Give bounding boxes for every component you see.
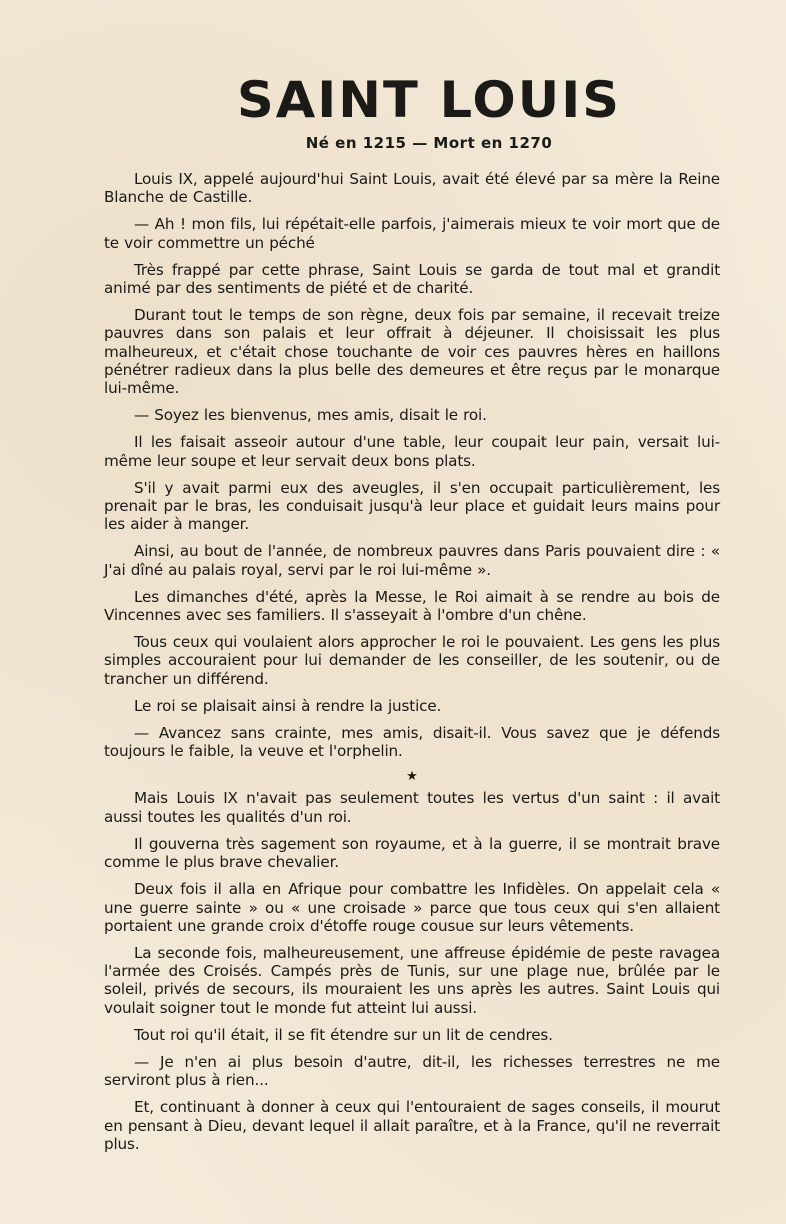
- paragraph: Durant tout le temps de son règne, deux fois par semaine, il recevait treize pauvres dans son palais et leur offrait à déjeuner. Il choisissait les plus malheureux, et c'était chose touchante de voir ces pauvres hères en haillons pénétrer radieux dans la plus belle des demeures et être reçus par le monarque lui-même.: [104, 306, 720, 398]
- paragraph: Ainsi, au bout de l'année, de nombreux pauvres dans Paris pouvaient dire : « J'ai dîné au palais royal, servi par le roi lui-même ».: [104, 542, 720, 579]
- paragraph: La seconde fois, malheureusement, une affreuse épidémie de peste ravagea l'armée des Croisés. Campés près de Tunis, sur une plage nue, brûlée par le soleil, privés de secours, ils mouraient les uns après les autres. Saint Louis qui voulait soigner tout le monde fut atteint lui aussi.: [104, 943, 720, 1017]
- paragraph: — Avancez sans crainte, mes amis, disait-il. Vous savez que je défends toujours le faible, la veuve et l'orphelin.: [104, 724, 720, 761]
- paragraph: Il gouverna très sagement son royaume, et à la guerre, il se montrait brave comme le plus brave chevalier.: [104, 834, 720, 872]
- paragraph: Le roi se plaisait ainsi à rendre la justice.: [134, 696, 442, 715]
- section-1: [104, 170, 720, 760]
- page-subtitle: Né en 1215 — Mort en 1270: [305, 134, 553, 152]
- paragraph: S'il y avait parmi eux des aveugles, il s'en occupait particulièrement, les prenait par le bras, les conduisait jusqu'à leur place et guidait leurs mains pour les aider à manger.: [104, 478, 720, 534]
- document-body: [104, 170, 720, 1153]
- section-2: [104, 789, 720, 1152]
- paragraph: Il les faisait asseoir autour d'une table, leur coupait leur pain, versait lui-même leur soupe et leur servait deux bons plats.: [104, 433, 720, 470]
- paragraph: Louis IX, appelé aujourd'hui Saint Louis, avait été élevé par sa mère la Reine Blanche de Castille.: [104, 170, 720, 207]
- paragraph: — Soyez les bienvenus, mes amis, disait le roi.: [134, 406, 487, 425]
- paragraph: Très frappé par cette phrase, Saint Louis se garda de tout mal et grandit animé par des sentiments de piété et de charité.: [104, 260, 720, 298]
- star-separator-icon: ★: [406, 769, 418, 785]
- paragraph: Deux fois il alla en Afrique pour combattre les Infidèles. On appelait cela « une guerre sainte » ou « une croisade » parce que tous ceux qui s'en allaient portaient une grande croix d'étoffe rouge cousue sur leurs vêtements.: [104, 880, 720, 935]
- paragraph: Les dimanches d'été, après la Messe, le Roi aimait à se rendre au bois de Vincennes avec ses familiers. Il s'asseyait à l'ombre d'un chêne.: [104, 587, 720, 625]
- paragraph: Tous ceux qui voulaient alors approcher le roi le pouvaient. Les gens les plus simples accouraient pour lui demander de les conseiller, de les soutenir, ou de trancher un différend.: [104, 633, 720, 688]
- document-page: [104, 68, 720, 1162]
- paragraph: Mais Louis IX n'avait pas seulement toutes les vertus d'un saint : il avait aussi toutes les qualités d'un roi.: [104, 789, 720, 826]
- page-title: SAINT LOUIS: [237, 71, 621, 129]
- paragraph: — Je n'en ai plus besoin d'autre, dit-il, les richesses terrestres ne me serviront plus à rien...: [104, 1052, 720, 1090]
- paragraph: Tout roi qu'il était, il se fit étendre sur un lit de cendres.: [134, 1025, 553, 1044]
- paragraph: Et, continuant à donner à ceux qui l'entouraient de sages conseils, il mourut en pensant à Dieu, devant lequel il allait paraître, et à la France, qu'il ne reverrait plus.: [104, 1098, 720, 1153]
- paragraph: — Ah ! mon fils, lui répétait-elle parfois, j'aimerais mieux te voir mort que de te voir commettre un péché: [104, 215, 720, 252]
